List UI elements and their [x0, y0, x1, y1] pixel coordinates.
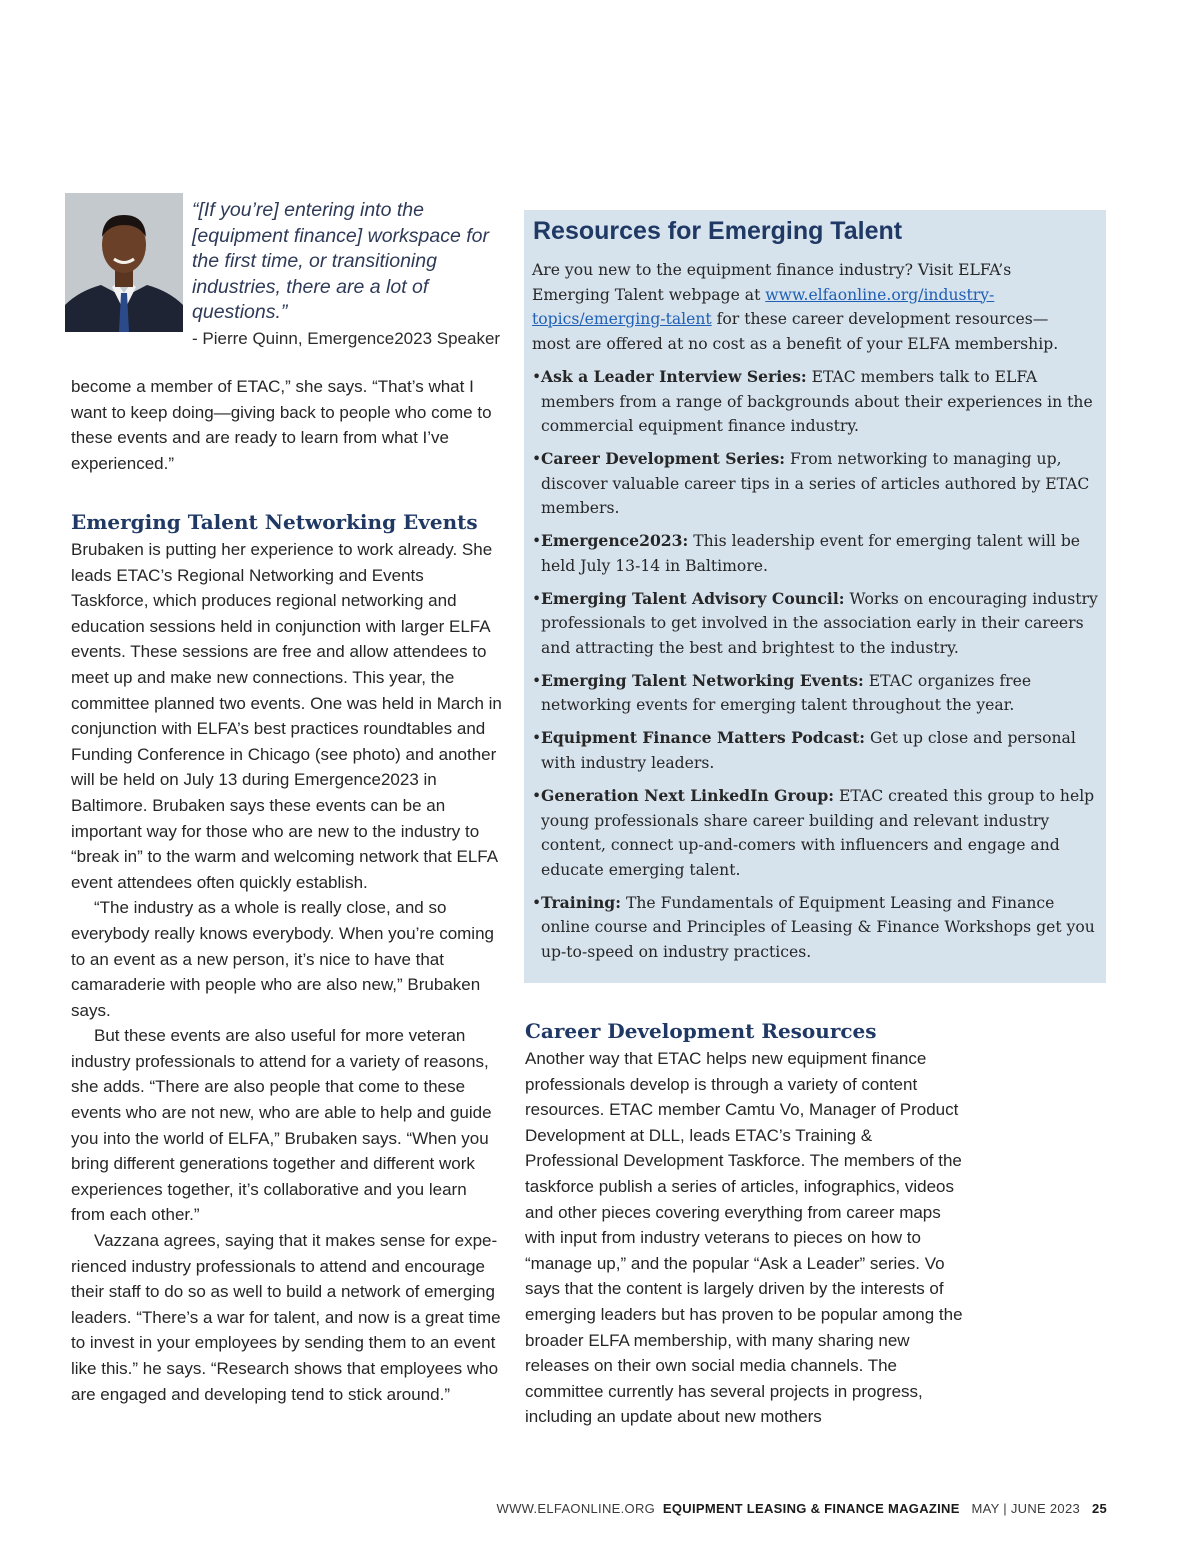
- footer-website: WWW.ELFAONLINE.ORG: [496, 1501, 656, 1516]
- resource-item: [532, 726, 1098, 775]
- resource-item: [532, 529, 1098, 578]
- pull-quote-text: “[If you’re] entering into the [equipment finance] workspace for the first time, or transitioning industries, there are a lot of questions.”: [192, 199, 489, 323]
- footer-magazine-name: EQUIPMENT LEASING & FINANCE MAGAZINE: [662, 1501, 960, 1516]
- bullet: •: [532, 589, 542, 608]
- left-column: [71, 374, 503, 476]
- sidebar-intro-text: Are you new to the equipment finance industry? Visit ELFA’s Emerging Talent webpage at: [532, 261, 1012, 304]
- page-footer: [497, 1501, 1107, 1516]
- resource-item-label: Emerging Talent Advisory Council:: [541, 588, 845, 608]
- resource-item-text: Get up close and personal with industry leaders.: [541, 729, 1076, 772]
- sidebar-intro: [532, 258, 1072, 356]
- sidebar-title: Resources for Emerging Talent: [533, 217, 903, 245]
- resource-item-label: Emergence2023:: [541, 531, 689, 551]
- resource-item-text: ETAC organizes free networking events for emerging talent throughout the year.: [541, 671, 1032, 715]
- body-paragraph: Another way that ETAC helps new equipment finance professionals develop is through a variety of content resources. ETAC member Camtu Vo, Manager of Product Development at DLL, leads ETAC’s Training & Professional Development Taskforce. The members of the taskforce publish a series of articles, infographics, videos and other pieces covering everything from career maps with input from industry veterans to pieces on how to “manage up,” and the popular “Ask a Leader” series. Vo says that the content is largely driven by the interests of emerging leaders but has proven to be popular among the broader ELFA membership, with many sharing new releases on their own social media channels. The committee currently has several projects in progress, including an update about new mothers: [525, 1049, 963, 1427]
- section-heading-networking-events: Emerging Talent Networking Events: [71, 510, 478, 534]
- resource-item: [532, 365, 1098, 439]
- bullet: •: [532, 450, 542, 469]
- resource-item-text: From networking to managing up, discover valuable career tips in a series of articles authored by ETAC members.: [541, 450, 1090, 518]
- resource-item-label: Ask a Leader Interview Series:: [541, 367, 807, 386]
- emerging-talent-link[interactable]: www.elfaonline.org/industry-topics/emerging-talent: [532, 285, 995, 328]
- speaker-photo: [65, 193, 183, 332]
- resource-item: [532, 891, 1098, 965]
- resource-item-label: Training:: [541, 892, 621, 912]
- body-paragraph: “The industry as a whole is really close, and so everybody really knows everybody. When you’re coming to an event as a new person, it’s nice to have that camaraderie with people who are also new,” Brubaken says.: [71, 898, 494, 1020]
- resource-item-text: Works on encouraging industry professionals to get involved in the association early in their careers and attracting the best and brightest to the industry.: [541, 589, 1098, 657]
- bullet: •: [532, 671, 542, 690]
- bullet: •: [532, 532, 542, 551]
- right-column-body: [525, 1046, 965, 1430]
- sidebar-intro-text-end: for these career development resources—most are offered at no cost as a benefit of your ELFA membership.: [532, 310, 1059, 353]
- portrait-illustration: [65, 193, 183, 332]
- resource-item-label: Career Development Series:: [541, 449, 786, 469]
- resource-item-text: This leadership event for emerging talent will be held July 13-14 in Baltimore.: [541, 532, 1081, 575]
- body-paragraph: Vazzana agrees, saying that it makes sense for experienced industry professionals to attend and encourage their staff to do so as well to build a network of emerging leaders. “There’s a war for talent, and now is a great time to invest in your employees by sending them to an event like this.” he says. “Research shows that employees who are engaged and developing tend to stick around.”: [71, 1231, 501, 1404]
- pull-quote-attribution: - Pierre Quinn, Emergence2023 Speaker: [192, 329, 501, 348]
- resource-item: [532, 669, 1098, 718]
- bullet: •: [532, 893, 542, 912]
- bullet: •: [532, 787, 542, 806]
- resource-item-label: Generation Next LinkedIn Group:: [541, 786, 835, 806]
- section-heading-career-development: Career Development Resources: [525, 1019, 877, 1043]
- resource-item: [532, 587, 1098, 661]
- resource-item: [532, 784, 1098, 882]
- bullet: •: [532, 729, 542, 748]
- resource-item-label: Emerging Talent Networking Events:: [541, 670, 864, 690]
- footer-issue: MAY | JUNE 2023: [971, 1501, 1081, 1516]
- resources-list: [532, 365, 1098, 973]
- bullet: •: [532, 368, 542, 386]
- left-intro-paragraph: become a member of ETAC,” she says. “That’s what I want to keep doing—giving back to people who come to these events and are ready to learn from what I’ve experienced.”: [71, 377, 492, 473]
- left-column-body: [71, 537, 503, 1407]
- body-paragraph: Brubaken is putting her experience to work already. She leads ETAC’s Regional Networking and Events Taskforce, which produces regional networking and education sessions held in conjunction with larger ELFA events. These sessions are free and allow attendees to meet up and make new connections. This year, the committee planned two events. One was held in March in conjunction with ELFA’s best practices roundtables and Funding Conference in Chicago (see photo) and another will be held on July 13 during Emergence2023 in Baltimore. Brubaken says these events can be an important way for those who are new to the industry to “break in” to the warm and welcoming network that ELFA event attendees often quickly establish.: [71, 540, 502, 892]
- body-paragraph: But these events are also useful for more veteran industry professionals to attend for a variety of reasons, she adds. “There are also people that come to these events who are not new, who are able to help and guide you into the world of ELFA,” Brubaken says. “When you bring different generations together and different work experiences together, it’s collaborative and you learn from each other.”: [71, 1026, 492, 1225]
- resource-item-text: ETAC members talk to ELFA members from a range of backgrounds about their experiences in the commercial equipment finance industry.: [541, 368, 1093, 435]
- resource-item-text: ETAC created this group to help young professionals share career building and relevant industry content, connect up-and-comers with influencers and engage and educate emerging talent.: [541, 787, 1095, 879]
- resource-item: [532, 447, 1098, 521]
- resource-item-label: Equipment Finance Matters Podcast:: [541, 728, 866, 748]
- page-number: 25: [1091, 1501, 1107, 1516]
- resource-item-text: The Fundamentals of Equipment Leasing and Finance online course and Principles of Leasing & Finance Workshops get you up-to-speed on industry practices.: [541, 893, 1095, 961]
